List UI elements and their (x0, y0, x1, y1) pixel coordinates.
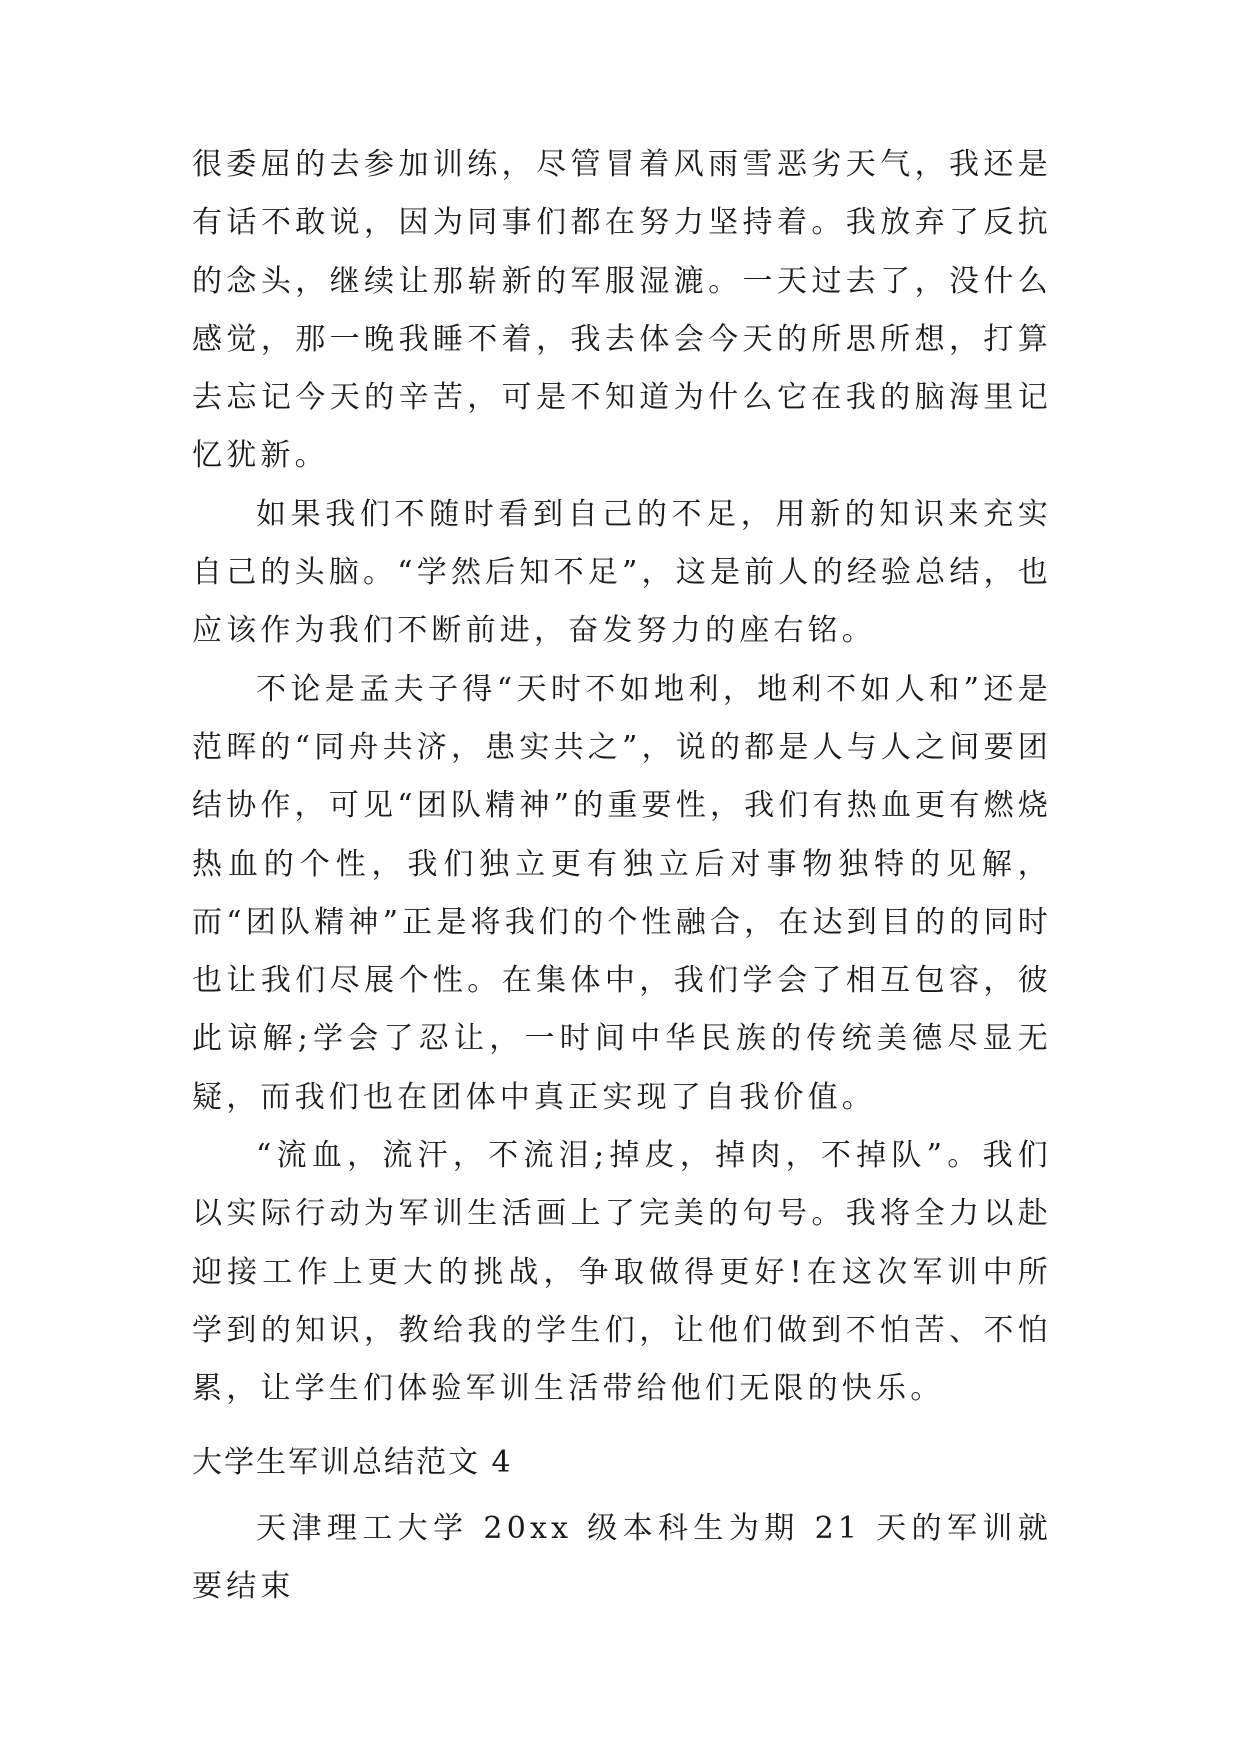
section-heading: 大学生军训总结范文 4 (192, 1445, 513, 1480)
body-text (192, 136, 1052, 1419)
paragraph-2: 如果我们不随时看到自己的不足，用新的知识来充实自己的头脑。“学然后知不足”，这是前人的经验总结，也应该作为我们不断前进，奋发努力的座右铭。 (192, 496, 1052, 649)
paragraph-1: 很委屈的去参加训练，尽管冒着风雨雪恶劣天气，我还是有话不敢说，因为同事们都在努力坚持着。我放弃了反抗的念头，继续让那崭新的军服湿漉。一天过去了，没什么感觉，那一晚我睡不着，我去体会今天的所思所想，打算去忘记今天的辛苦，可是不知道为什么它在我的脑海里记忆犹新。 (192, 147, 1052, 474)
paragraph-4: “流血，流汗，不流泪;掉皮，掉肉，不掉队”。我们以实际行动为军训生活画上了完美的句号。我将全力以赴迎接工作上更大的挑战，争取做得更好!在这次军训中所学到的知识，教给我的学生们，让他们做到不怕苦、不怕累，让学生们体验军训生活带给他们无限的快乐。 (192, 1138, 1052, 1407)
paragraph-3: 不论是孟夫子得“天时不如地利，地利不如人和”还是范晖的“同舟共济，患实共之”，说的都是人与人之间要团结协作，可见“团队精神”的重要性，我们有热血更有燃烧热血的个性，我们独立更有独立后对事物独特的见解，而“团队精神”正是将我们的个性融合，在达到目的的同时也让我们尽展个性。在集体中，我们学会了相互包容，彼此谅解;学会了忍让，一时间中华民族的传统美德尽显无疑，而我们也在团体中真正实现了自我价值。 (192, 671, 1052, 1115)
paragraph-5: 天津理工大学 20xx 级本科生为期 21 天的军训就要结束 (192, 1511, 1052, 1604)
